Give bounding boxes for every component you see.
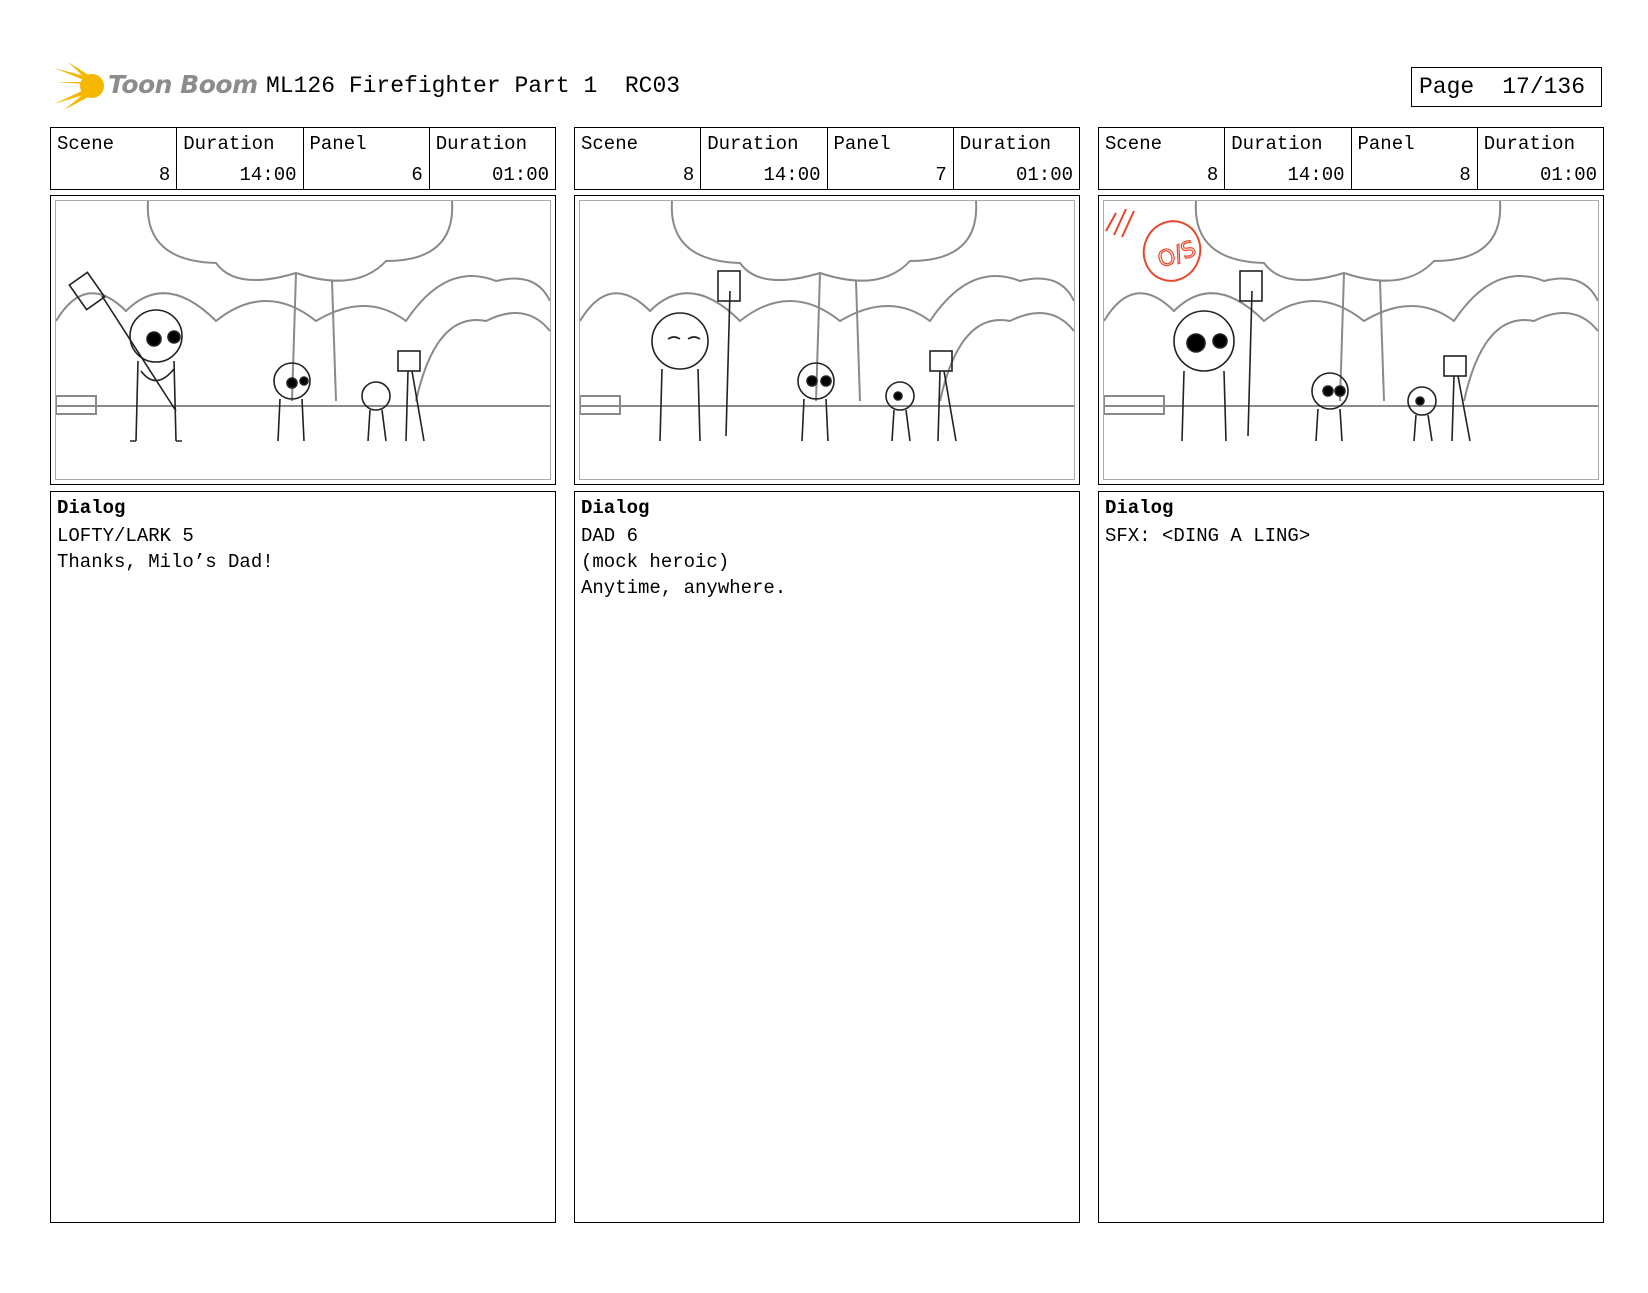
storyboard-panel-2 — [574, 127, 1080, 1223]
bush-sketch-right — [416, 313, 550, 401]
dialog-line: LOFTY/LARK 5 — [57, 525, 194, 547]
dialog-line: (mock heroic) — [581, 551, 730, 573]
page-number: 17/136 — [1502, 74, 1586, 100]
scene-label: Scene — [57, 133, 115, 155]
panel-frame — [50, 195, 556, 485]
logo-wordmark: Toon Boom — [108, 70, 258, 99]
panel-value: 6 — [411, 164, 423, 186]
panel-duration-cell — [954, 128, 1079, 189]
document-title: ML126 Firefighter Part 1 RC03 — [266, 73, 681, 99]
offscreen-annotation — [1106, 209, 1209, 289]
page-label: Page — [1419, 74, 1475, 100]
panel-duration-cell — [430, 128, 555, 189]
scene-label: Scene — [581, 133, 639, 155]
scene-value: 8 — [1206, 164, 1219, 186]
scene-duration-cell — [1225, 128, 1351, 189]
panel-value: 7 — [935, 164, 947, 186]
panel-cell — [304, 128, 430, 189]
character-dad-sketch — [69, 272, 182, 441]
panel-sketch — [1103, 200, 1599, 480]
dialog-line: DAD 6 — [581, 525, 639, 547]
offscreen-annotation-text: O/S — [1154, 236, 1200, 274]
dialog-line: Thanks, Milo’s Dad! — [57, 551, 274, 573]
storyboard-panel-3 — [1098, 127, 1604, 1223]
duration-label: Duration — [183, 133, 275, 155]
tree-canopy-sketch — [1196, 201, 1500, 281]
duration-label: Duration — [1231, 133, 1323, 155]
character-lofty-sketch — [886, 351, 956, 441]
panel-label: Panel — [833, 133, 891, 155]
panel-frame — [574, 195, 1080, 485]
dialog-box — [50, 491, 556, 1223]
dialog-heading: Dialog — [1105, 497, 1174, 519]
panel-sketch — [579, 200, 1075, 480]
dialog-line: SFX: <DING A LING> — [1105, 525, 1311, 547]
toon-boom-logo — [54, 60, 258, 112]
panel-frame — [1098, 195, 1604, 485]
panel-duration-value: 01:00 — [1015, 164, 1073, 186]
scene-duration-value: 14:00 — [239, 164, 297, 186]
starburst-icon — [54, 60, 110, 112]
panel-duration-value: 01:00 — [491, 164, 549, 186]
scene-value: 8 — [682, 164, 695, 186]
dialog-line: Anytime, anywhere. — [581, 577, 787, 599]
bush-sketch — [1104, 276, 1598, 321]
scene-duration-cell — [701, 128, 827, 189]
panel-duration-cell — [1478, 128, 1603, 189]
tree-canopy-sketch — [672, 201, 976, 281]
duration-label: Duration — [959, 133, 1051, 155]
page-indicator — [1411, 67, 1602, 107]
panel-header — [50, 127, 556, 190]
bush-sketch-right — [1464, 313, 1598, 401]
dialog-heading: Dialog — [57, 497, 126, 519]
duration-label: Duration — [1483, 133, 1575, 155]
panel-sketch — [55, 200, 551, 480]
scene-duration-value: 14:00 — [763, 164, 821, 186]
scene-value: 8 — [158, 164, 171, 186]
tree-trunk-sketch — [1340, 273, 1384, 401]
bush-sketch — [580, 276, 1074, 321]
duration-label: Duration — [707, 133, 799, 155]
panel-label: Panel — [309, 133, 367, 155]
scene-duration-value: 14:00 — [1287, 164, 1345, 186]
tree-canopy-sketch — [148, 201, 452, 281]
dialog-box — [1098, 491, 1604, 1223]
panel-header — [574, 127, 1080, 190]
panel-value: 8 — [1459, 164, 1471, 186]
scene-cell — [1099, 128, 1225, 189]
storyboard-panel-1 — [50, 127, 556, 1223]
scene-label: Scene — [1105, 133, 1163, 155]
scene-duration-cell — [177, 128, 303, 189]
panel-duration-value: 01:00 — [1539, 164, 1597, 186]
tree-trunk-sketch — [292, 273, 336, 401]
dialog-box — [574, 491, 1080, 1223]
character-dad-sketch — [652, 271, 740, 441]
scene-cell — [51, 128, 177, 189]
duration-label: Duration — [435, 133, 527, 155]
character-lofty-sketch — [1408, 356, 1470, 441]
dialog-heading: Dialog — [581, 497, 650, 519]
scene-cell — [575, 128, 701, 189]
panel-label: Panel — [1357, 133, 1415, 155]
panel-cell — [828, 128, 954, 189]
bush-sketch — [56, 276, 550, 321]
bush-sketch-right — [940, 313, 1074, 401]
panel-header — [1098, 127, 1604, 190]
character-lofty-sketch — [362, 351, 424, 441]
panel-cell — [1352, 128, 1478, 189]
character-dad-sketch — [1174, 271, 1262, 441]
